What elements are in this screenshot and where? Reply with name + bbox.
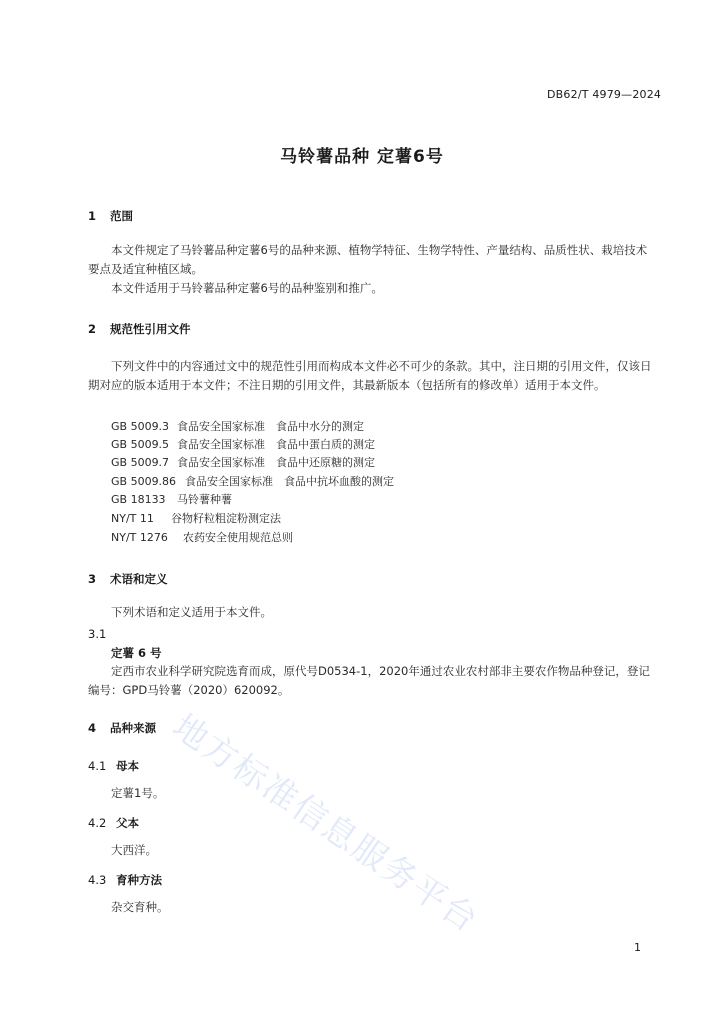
document-code: DB62/T 4979—2024	[547, 88, 662, 101]
reference-title: 农药安全使用规范总则	[183, 531, 293, 544]
subsection-title: 母本	[116, 759, 139, 773]
subsection-4-1-heading	[88, 758, 139, 774]
subsection-4-3-heading	[88, 872, 162, 888]
reference-item	[111, 454, 375, 470]
section-number: 3	[88, 572, 97, 586]
section-number: 1	[88, 209, 97, 223]
term-name: 定薯 6 号	[111, 646, 162, 660]
reference-code: GB 18133	[111, 493, 166, 506]
section-title: 术语和定义	[110, 572, 168, 586]
section-1-paragraph-2: 本文件适用于马铃薯品种定薯6号的品种鉴别和推广。	[111, 281, 383, 295]
term-number: 3.1	[88, 627, 107, 641]
reference-code: GB 5009.86	[111, 475, 177, 488]
subsection-number: 4.2	[88, 816, 107, 830]
reference-title: 食品安全国家标准 食品中水分的测定	[177, 420, 364, 433]
reference-code: NY/T 1276	[111, 531, 168, 544]
section-2-paragraph-1: 下列文件中的内容通过文中的规范性引用而构成本文件必不可少的条款。其中，注日期的引用文件，仅该日期对应的版本适用于本文件；不注日期的引用文件，其最新版本（包括所有的修改单）适用于本文件。	[88, 359, 652, 392]
subsection-4-3-text: 杂交育种。	[111, 900, 169, 914]
reference-item	[111, 529, 293, 545]
reference-code: NY/T 11	[111, 512, 154, 525]
subsection-4-2-heading	[88, 815, 139, 831]
subsection-number: 4.3	[88, 873, 107, 887]
section-title: 规范性引用文件	[110, 322, 191, 336]
subsection-title: 父本	[116, 816, 139, 830]
section-2-heading	[88, 321, 191, 337]
section-title: 品种来源	[110, 721, 156, 735]
reference-title: 食品安全国家标准 食品中还原糖的测定	[177, 456, 375, 469]
section-3-paragraph-1: 下列术语和定义适用于本文件。	[111, 605, 272, 619]
section-number: 2	[88, 322, 97, 336]
subsection-number: 4.1	[88, 759, 107, 773]
reference-code: GB 5009.5	[111, 438, 170, 451]
document-title: 马铃薯品种 定薯6号	[280, 147, 444, 167]
section-number: 4	[88, 721, 97, 735]
section-1-paragraph-1: 本文件规定了马铃薯品种定薯6号的品种来源、植物学特征、生物学特性、产量结构、品质性状、栽培技术要点及适宜种植区域。	[88, 243, 648, 276]
subsection-4-1-text: 定薯1号。	[111, 786, 165, 800]
subsection-title: 育种方法	[116, 873, 162, 887]
reference-item	[111, 436, 375, 452]
section-1-heading	[88, 208, 133, 224]
page-number: 1	[634, 941, 641, 954]
section-title: 范围	[110, 209, 133, 223]
section-3-heading	[88, 571, 168, 587]
reference-title: 食品安全国家标准 食品中蛋白质的测定	[177, 438, 375, 451]
reference-title: 食品安全国家标准 食品中抗坏血酸的测定	[185, 475, 394, 488]
reference-title: 马铃薯种薯	[177, 493, 232, 506]
watermark: 地方标准信息服务平台	[165, 706, 486, 942]
section-4-heading	[88, 720, 156, 736]
reference-item	[111, 510, 281, 526]
reference-item	[111, 491, 232, 507]
subsection-4-2-text: 大西洋。	[111, 843, 157, 857]
reference-item	[111, 473, 394, 489]
reference-title: 谷物籽粒粗淀粉测定法	[171, 512, 281, 525]
term-definition: 定西市农业科学研究院选育而成，原代号D0534-1，2020年通过农业农村部非主要农作物品种登记，登记编号：GPD马铃薯（2020）620092。	[88, 664, 650, 697]
reference-item	[111, 418, 364, 434]
reference-code: GB 5009.3	[111, 420, 170, 433]
reference-code: GB 5009.7	[111, 456, 170, 469]
